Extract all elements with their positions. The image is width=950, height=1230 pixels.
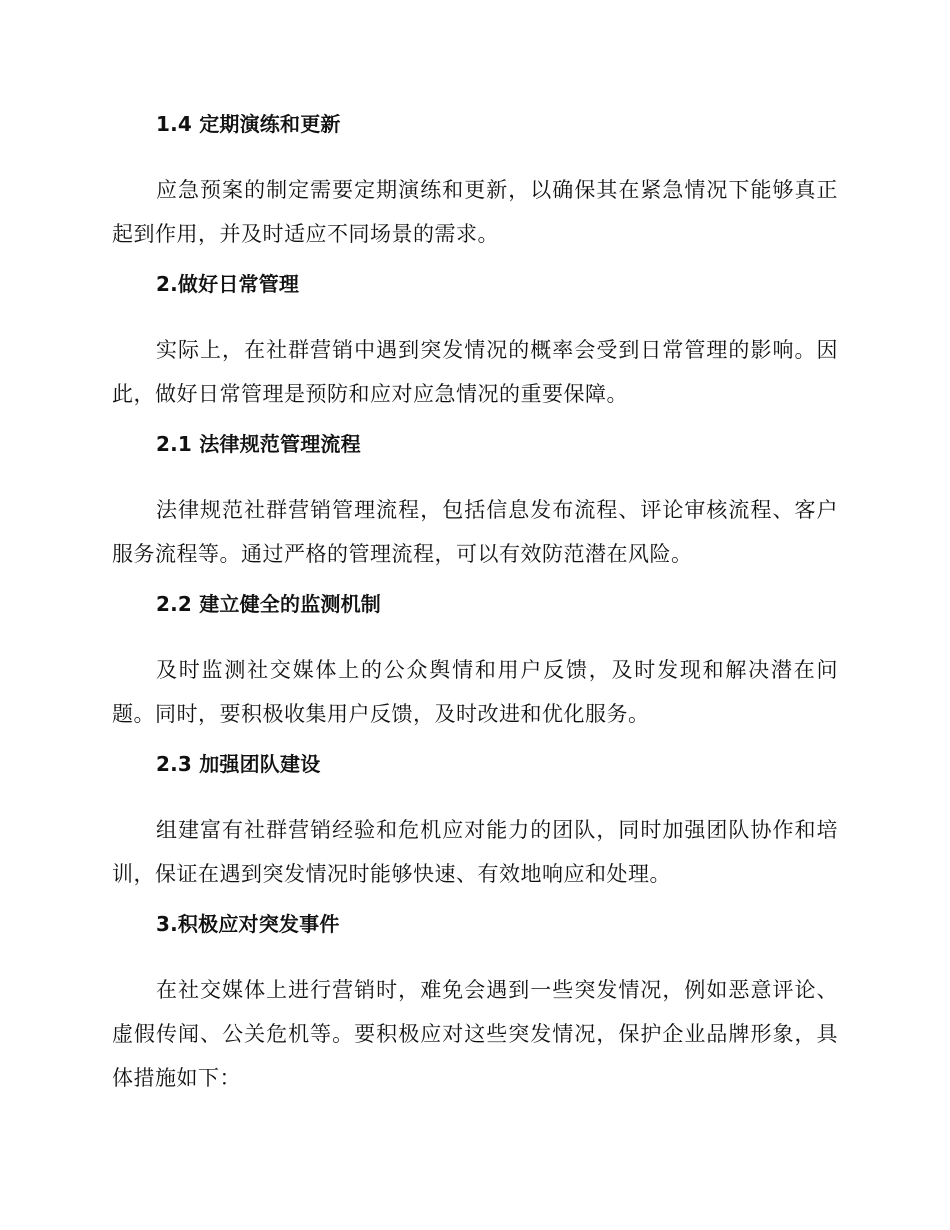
section-heading-2: 2.做好日常管理: [156, 272, 300, 296]
section-heading-2-1: 2.1 法律规范管理流程: [156, 432, 361, 456]
section-heading-2-3: 2.3 加强团队建设: [156, 752, 321, 776]
paragraph-2-3: 组建富有社群营销经验和危机应对能力的团队，同时加强团队协作和培训，保证在遇到突发情况时能够快速、有效地响应和处理。: [112, 818, 838, 886]
section-heading-3: 3.积极应对突发事件: [156, 912, 340, 936]
document-page: [112, 110, 838, 1114]
paragraph-2: 实际上，在社群营销中遇到突发情况的概率会受到日常管理的影响。因此，做好日常管理是预防和应对应急情况的重要保障。: [112, 338, 838, 406]
paragraph-1-4: 应急预案的制定需要定期演练和更新，以确保其在紧急情况下能够真正起到作用，并及时适应不同场景的需求。: [112, 178, 838, 246]
section-heading-1-4: 1.4 定期演练和更新: [156, 112, 341, 136]
paragraph-2-2: 及时监测社交媒体上的公众舆情和用户反馈，及时发现和解决潜在问题。同时，要积极收集用户反馈，及时改进和优化服务。: [112, 658, 838, 726]
paragraph-3: 在社交媒体上进行营销时，难免会遇到一些突发情况，例如恶意评论、虚假传闻、公关危机等。要积极应对这些突发情况，保护企业品牌形象，具体措施如下：: [112, 978, 838, 1090]
section-heading-2-2: 2.2 建立健全的监测机制: [156, 592, 381, 616]
paragraph-2-1: 法律规范社群营销管理流程，包括信息发布流程、评论审核流程、客户服务流程等。通过严格的管理流程，可以有效防范潜在风险。: [112, 498, 838, 566]
